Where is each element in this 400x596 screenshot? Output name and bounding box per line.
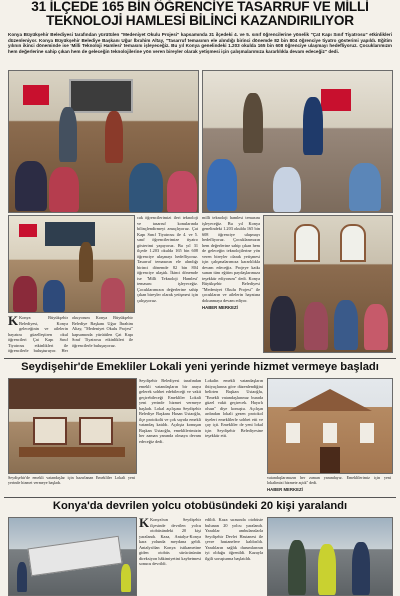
article3-col-1: K Konya'nın Seydişehir ilçesinde devrilen yolcu otobüsündeki 20 kişi yaralandı. Kaza, Antalya-Konya kara yolunda meydana geldi. Antalya'dan Konya istikametine giden otobüs sürücüsünün direksiyon hâkimiyetini kaybetmesi sonucu devrildi. <box>139 517 201 566</box>
roof <box>288 389 372 411</box>
photo-classroom-4 <box>263 215 393 353</box>
turkish-flag-icon <box>19 224 37 237</box>
student-figure <box>270 296 296 351</box>
actor-figure <box>105 111 123 163</box>
article2-headline: Seydişehir'de Emekliler Lokali yeni yerinde hizmet vermeye başladı <box>21 361 379 373</box>
article3-col-2: edildi. Kaza sırasında otobüste bulunan 20 yolcu yaralandı. Yaralılar ambulanslarla Seydişehir Devlet Hastanesi ile çevre hastanelere kaldırıldı. Yaralıların sağlık durumlarının iyi olduğu öğrenildi. Kazayla ilgili soruşturma başlatıldı. <box>205 517 263 561</box>
student-figure <box>43 280 65 312</box>
student-figure <box>129 163 163 213</box>
article2-col-2: Lokalin emekli vatandaşların ihtiyaçlarına göre düzenlendiğini belirten Başkan Ustaoğlu, "Emekli vatandaşlarımız burada güzel vakit geçirecek. Hayırlı olsun" diye konuştu. Açılışın ardından lokali gezen protokol üyeleri emeklilerle sohbet etti ve çay içti. Emekliler de yeni lokal için Seydişehir Belediyesine teşekkür etti. <box>205 378 263 438</box>
article1-col-3: cak öğrencilerimizi ileri teknoloji ve tasarruf konularında bilinçlendirmeyi amaçlıyoruz. Çat Kapı Sınıf Tiyatrosu ile 4. ve 5. sınıf öğrencilerimize tiyatro gösterimi yapıyoruz. Bu yıl 31 ilçede 1.203 okulda 165 bin 608 öğrenciye ulaşmayı hedefliyoruz. Tasarruf temasının ele alındığı birinci dönemde 82 bin 804 öğrenciye ulaştık. İkinci dönemde ise 'Milli Teknoloji Hamlesi' temasını işleyeceğiz. Çocuklarımızın değerlerine sahip çıkan bireyler olarak yetişmesi için çalışıyoruz. <box>137 215 198 303</box>
article2-byline: HABER MERKEZİ <box>267 487 303 493</box>
student-figure <box>334 300 358 350</box>
student-figure <box>207 159 237 211</box>
officer-figure <box>318 544 336 595</box>
article1-byline: HABER MERKEZİ <box>202 305 238 310</box>
person-figure <box>17 562 27 592</box>
student-figure <box>349 163 381 211</box>
photo-lokal-building <box>267 378 393 474</box>
window <box>323 423 337 443</box>
ceiling <box>9 379 136 409</box>
student-figure <box>49 167 79 212</box>
window <box>33 417 67 445</box>
dropcap: K <box>139 517 150 530</box>
actor-figure <box>79 242 93 282</box>
dropcap: K <box>8 315 19 328</box>
actor-figure <box>303 97 323 155</box>
window <box>286 423 300 443</box>
photo-classroom-1 <box>8 70 199 213</box>
article1-col-1: K Konya Büyükşehir Belediyesi, Konya geleceğinin ve ailelerin hayatını güzelleştiren okul öğrencileri Çat Kapı Sınıf Tiyatrosu etkinlikleri ile öğrencilerle buluşturuyor. Her <box>8 315 68 353</box>
student-figure <box>15 161 47 211</box>
article2-caption-1: Seydişehir'de emekli vatandaşlar için hazırlanan Emekliler Lokali yeni yerinde hizmet vermeye başladı. <box>8 475 135 486</box>
photo-lokal-interior <box>8 378 137 474</box>
officer-figure <box>288 540 306 595</box>
turkish-flag-icon <box>23 85 49 105</box>
window <box>79 417 113 445</box>
article1-lead: Konya Büyükşehir Belediyesi tarafından yürütülen "Medeniyet Okulu Projesi" kapsamında 31 ilçedeki 4. ve 5. sınıf öğrencilerine yönelik "Çat Kapı Sınıf Tiyatrosu" etkinlikleri düzenleniyor. Konya Büyükşehir Belediye Başkanı Uğur İbrahim Altay, "Tasarruf temasının ele alındığı birinci dönemde 82 bin 804 öğrenciye tiyatro gösterimi yapıldı. Eğitim yılının ikinci döneminde ise 'Milli Teknoloji Hamlesi' temasını işleyeceğiz. Bu yıl Konya genelindeki 1.203 okulda 165 bin 608 öğrenciye ulaşmayı hedefliyoruz. Çocuklarımızın hem değerlerine sahip çıkan hem de geleceğin teknolojilerine yön veren bireyler olarak yetişmesi için çalışmalarımıza kararlılıkla devam edeceğiz" dedi. <box>8 32 392 55</box>
article3-headline: Konya'da devrilen yolcu otobüsündeki 20 kişi yaralandı <box>52 500 348 512</box>
actor-figure <box>243 93 263 153</box>
article1-headline: 31 İLÇEDE 165 BİN ÖĞRENCİYE TASARRUF VE MİLLİ TEKNOLOJİ HAMLESİ BİLİNCİ KAZANDIRILIYOR <box>31 0 369 28</box>
divider <box>4 497 396 498</box>
student-figure <box>167 171 197 213</box>
student-figure <box>304 302 328 350</box>
photo-bus-accident-2 <box>267 517 393 596</box>
bus <box>27 536 122 577</box>
teacher-figure <box>59 107 77 162</box>
article1-col-2: okuyorum Konya Büyükşehir Belediye Başkanı Uğur İbrahim Altay, "Medeniyet Okulu Projesi" kapsamında yürütülen Çat Kapı Sınıf Tiyatrosu etkinlikleri ile öğrencilerle buluşuyoruz. <box>72 315 133 348</box>
student-figure <box>101 278 125 312</box>
student-figure <box>364 304 388 350</box>
photo-classroom-2 <box>202 70 393 213</box>
photo-classroom-3 <box>8 215 135 313</box>
door <box>320 447 340 473</box>
person-figure <box>121 564 131 592</box>
photo-bus-accident-1 <box>8 517 137 596</box>
person-figure <box>352 542 370 595</box>
blackboard <box>69 79 133 113</box>
window <box>340 224 366 262</box>
student-figure <box>13 276 37 312</box>
article2-caption-2: vatandaşlarımızın her zaman yanındayız. Emeklilerimiz için yeni lokalimizi hizmete açtık" dedi. HABER MERKEZİ <box>267 475 391 493</box>
window <box>360 423 374 443</box>
divider <box>4 358 396 359</box>
article1-col-4: milli teknoloji hamlesi temasını işleyeceğiz. Bu yıl Konya genelindeki 1.203 okulda 165 bin 608 öğrenciye ulaşmayı hedefliyoruz. Çocuklarımızın hem değerlerine sahip çıkan hem de geleceğin teknolojilerine yön veren bireyler olarak yetişmesi için çalışmalarımıza kararlılıkla devam edeceğiz. Projeye katkı sunan tüm eğitim paydaşlarımıza teşekkür ediyorum" dedi. Konya Büyükşehir Belediyesi "Medeniyet Okulu Projesi" ile çocukların ve ailelerin hayatına dokunmaya devam ediyor. HABER MERKEZİ <box>202 215 260 310</box>
student-figure <box>273 167 301 212</box>
window <box>294 224 320 262</box>
table <box>19 447 125 457</box>
article2-col-1: Seydişehir Belediyesi tarafından emekli vatandaşların bir araya gelerek sohbet edebileceği ve vakit geçirebileceği Emekliler Lokali yeni yerinde hizmet vermeye başladı. Lokal açılışına Seydişehir Belediye Başkanı Hasan Ustaoğlu, ilçe protokolü ve çok sayıda emekli vatandaş katıldı. Açılışta konuşan Başkan Ustaoğlu, emeklilerimizin her zaman yanında olmaya devam edeceğiz dedi. <box>139 378 201 444</box>
turkish-flag-icon <box>321 89 351 111</box>
